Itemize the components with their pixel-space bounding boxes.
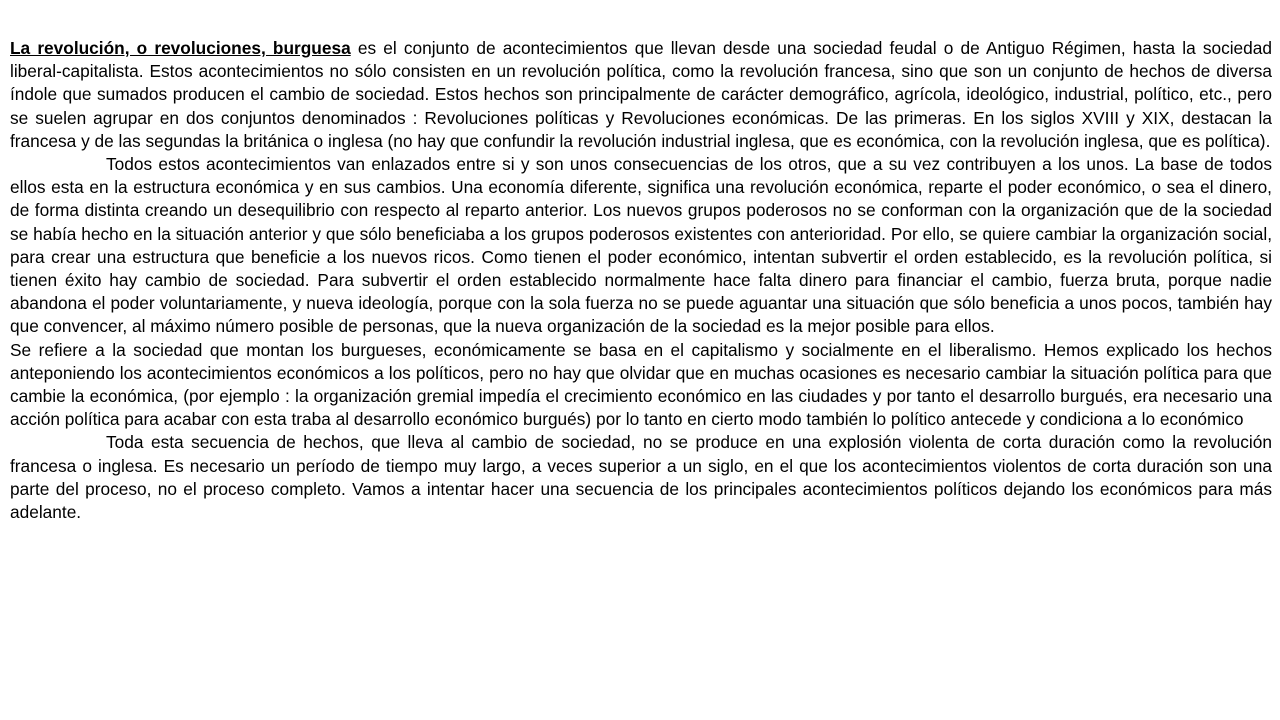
paragraph-bourgeois-society-text: Se refiere a la sociedad que montan los burgueses, económicamente se basa en el capitalismo y socialmente en el liberalismo. Hemos explicado los hechos anteponiendo los acontecimientos económicos a los políticos, pero no hay que olvidar que en muchas ocasiones es necesario cambiar la situación política para que cambie la económica, (por ejemplo : la organización gremial impedía el crecimiento económico en las ciudades y por tanto el desarrollo burgués, era necesario una acción política para acabar con esta traba al desarrollo económico burgués) por lo tanto en cierto modo también lo político antecede y condiciona a lo económico [10,339,1272,430]
paragraph-bourgeois-society [10,339,1272,432]
paragraph-sequence-text: Toda esta secuencia de hechos, que lleva al cambio de sociedad, no se produce en una explosión violenta de corta duración como la revolución francesa o inglesa. Es necesario un período de tiempo muy largo, a veces superior a un siglo, en el que los acontecimientos violentos de corta duración son una parte del proceso, no el proceso completo. Vamos a intentar hacer una secuencia de los principales acontecimientos políticos dejando los económicos para más adelante. [10,432,1272,523]
paragraph-definition-text: es el conjunto de acontecimientos que llevan desde una sociedad feudal o de Antiguo Régimen, hasta la sociedad liberal-capitalista. Estos acontecimientos no sólo consisten en un revolución política, como la revolución francesa, sino que son un conjunto de hechos de diversa índole que sumados producen el cambio de sociedad. Estos hechos son principalmente de carácter demográfico, agrícola, ideológico, industrial, político, etc., pero se suelen agrupar en dos conjuntos denominados : Revoluciones políticas y Revoluciones económicas. De las primeras. En los siglos XVIII y XIX, destacan la francesa y de las segundas la británica o inglesa (no hay que confundir la revolución industrial inglesa, que es económica, con la revolución inglesa, que es política). [10,38,1273,151]
slide-text-body [10,37,1272,524]
paragraph-causes [10,153,1272,339]
paragraph-sequence [10,431,1272,524]
paragraph-definition [10,37,1272,153]
paragraph-causes-text: Todos estos acontecimientos van enlazados entre si y son unos consecuencias de los otros, que a su vez contribuyen a los unos. La base de todos ellos esta en la estructura económica y en sus cambios. Una economía diferente, significa una revolución económica, reparte el poder económico, o sea el dinero, de forma distinta creando un desequilibrio con respecto al reparto anterior. Los nuevos grupos poderosos no se conforman con la organización que de la sociedad se había hecho en la situación anterior y que sólo beneficiaba a los grupos poderosos existentes con anterioridad. Por ello, se quiere cambiar la organización social, para crear una estructura que beneficie a los nuevos ricos. Como tienen el poder económico, intentan subvertir el orden establecido, es la revolución política, si tienen éxito hay cambio de sociedad. Para subvertir el orden establecido normalmente hace falta dinero para financiar el cambio, fuerza bruta, porque nadie abandona el poder voluntariamente, y nueva ideología, porque con la sola fuerza no se puede aguantar una situación que sólo beneficia a unos pocos, también hay que convencer, al máximo número posible de personas, que la nueva organización de la sociedad es la mejor posible para ellos. [10,154,1272,337]
defined-term: La revolución, o revoluciones, burguesa [10,38,351,58]
